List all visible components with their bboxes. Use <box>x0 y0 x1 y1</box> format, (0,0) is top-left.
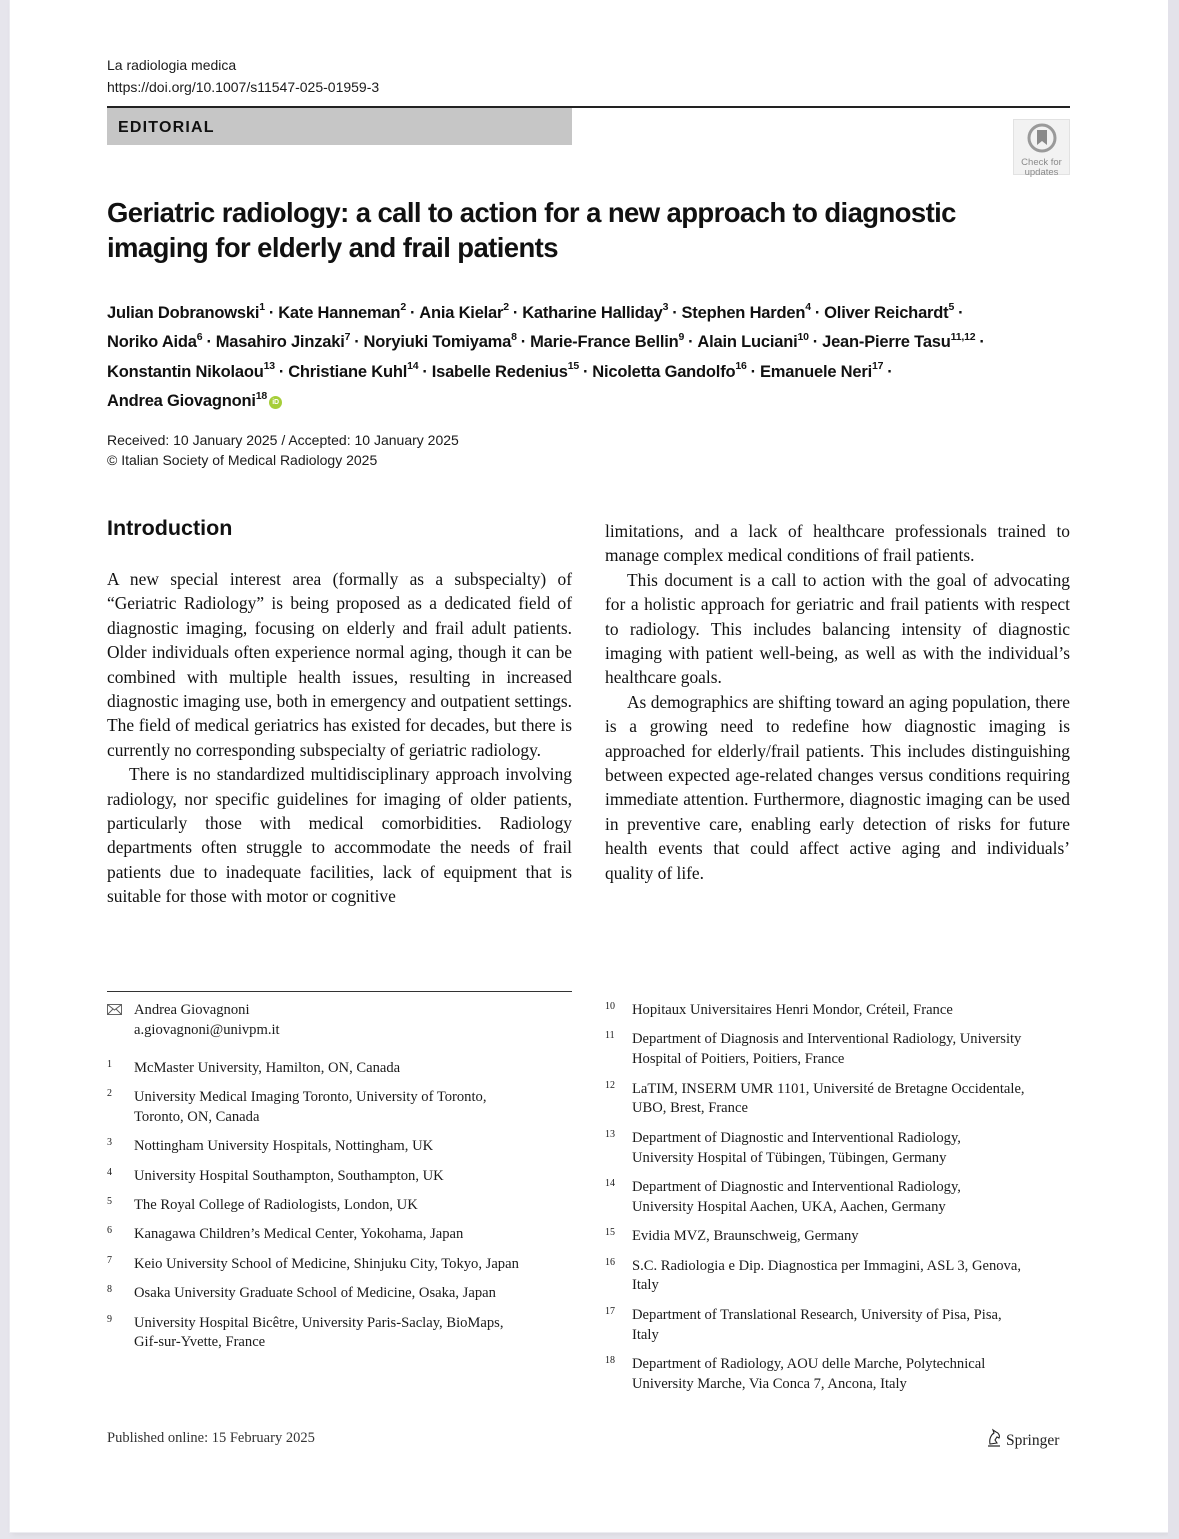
author-affiliation-number: 7 <box>344 330 351 343</box>
journal-name: La radiologia medica <box>107 57 237 73</box>
author-separator: · <box>409 303 416 322</box>
author-separator: · <box>268 303 275 322</box>
affiliation-text: Osaka University Graduate School of Medicine, Osaka, Japan <box>134 1285 496 1302</box>
author-separator: · <box>979 333 985 351</box>
author-name-text: Masahiro Jinzaki <box>215 333 345 351</box>
affiliation-item <box>605 1080 1025 1120</box>
author-name[interactable] <box>824 301 955 322</box>
article-title: Geriatric radiology: a call to action for a new approach to diagnostic imaging for elderly and frail patients <box>107 197 956 263</box>
affiliation-item <box>107 1167 527 1187</box>
author-separator: · <box>887 362 893 381</box>
affiliation-number: 1 <box>107 1058 112 1070</box>
corresponding-author-name: Andrea Giovagnoni <box>134 1002 250 1018</box>
affiliation-number: 17 <box>605 1305 615 1317</box>
author-affiliation-number: 15 <box>567 360 579 372</box>
author-name[interactable] <box>363 330 517 351</box>
body-column-left <box>107 567 572 909</box>
author-name-text: Noriko Aida <box>107 333 197 351</box>
affiliation-number: 8 <box>107 1284 112 1296</box>
affiliation-item <box>605 1129 1025 1169</box>
affiliation-item <box>107 1196 527 1216</box>
corresponding-author-email[interactable]: a.giovagnoni@univpm.it <box>134 1021 280 1038</box>
author-name[interactable] <box>107 301 265 322</box>
author-name[interactable] <box>107 389 268 410</box>
paragraph: A new special interest area (formally as a subspecialty) of “Geriatric Radiology” is being proposed as a dedicated field of diagnostic imaging, focusing on elderly and frail adult patients. Older individuals often experience normal aging, though it can be combined with multiple health issues, resulting in increased diagnostic imaging use, both in emergency and outpatient settings. The field of medical geriatrics has existed for decades, but there is currently no corresponding subspecialty of geriatric radiology. <box>107 569 572 760</box>
affiliation-item <box>107 1137 527 1157</box>
author-name-text: Nicoletta Gandolfo <box>592 362 736 381</box>
affiliation-text: University Hospital Southampton, Southampton, UK <box>134 1167 444 1184</box>
affiliation-text: Department of Radiology, AOU delle Marche, Polytechnical University Marche, Via Conca 7, Ancona, Italy <box>632 1355 986 1392</box>
affiliation-number: 7 <box>107 1254 112 1266</box>
article-type-banner: EDITORIAL <box>107 108 572 145</box>
author-separator: · <box>422 362 428 381</box>
affiliation-number: 9 <box>107 1313 112 1325</box>
copyright-line: © Italian Society of Medical Radiology 2025 <box>107 452 378 468</box>
affiliations-right <box>605 1001 1025 1404</box>
author-affiliation-number: 10 <box>797 330 809 343</box>
affiliation-number: 10 <box>605 1001 615 1012</box>
affiliation-text: Kanagawa Children’s Medical Center, Yokohama, Japan <box>134 1226 464 1243</box>
author-name[interactable] <box>431 360 579 381</box>
author-name[interactable] <box>278 301 406 322</box>
author-name[interactable] <box>759 360 884 381</box>
author-name[interactable] <box>419 301 509 322</box>
corresponding-author <box>107 1001 527 1041</box>
author-affiliation-number: 6 <box>196 330 203 343</box>
author-affiliation-number: 18 <box>255 389 268 402</box>
author-name[interactable] <box>522 301 669 322</box>
affiliation-item <box>605 1030 1025 1070</box>
author-affiliation-number: 8 <box>511 330 517 343</box>
affiliation-item <box>107 1225 527 1245</box>
affiliation-item <box>605 1227 1025 1247</box>
author-name[interactable] <box>681 301 811 322</box>
publisher-logo <box>986 1428 1059 1450</box>
affiliation-number: 15 <box>605 1227 615 1239</box>
author-name-text: Oliver Reichardt <box>824 303 949 322</box>
author-name-text: Stephen Harden <box>681 303 806 322</box>
author-separator: · <box>750 362 756 381</box>
affiliation-number: 12 <box>605 1079 615 1091</box>
affiliation-text: LaTIM, INSERM UMR 1101, Université de Bretagne Occidentale, UBO, Brest, France <box>632 1080 1025 1117</box>
affiliation-text: University Hospital Bicêtre, University Paris-Saclay, BioMaps, Gif-sur-Yvette, France <box>134 1314 504 1351</box>
author-name[interactable] <box>697 330 809 351</box>
affiliation-text: Keio University School of Medicine, Shinjuku City, Tokyo, Japan <box>134 1255 519 1272</box>
paragraph: This document is a call to action with the goal of advocating for a holistic approach for geriatric and frail patients with respect to radiology. This includes balancing intensity of diagnostic imaging with patient well-being, as well as with the individual’s healthcare goals. <box>605 569 1070 688</box>
author-separator: · <box>958 303 964 322</box>
author-separator: · <box>812 333 819 351</box>
author-name-text: Julian Dobranowski <box>107 303 260 322</box>
affiliation-text: McMaster University, Hamilton, ON, Canada <box>134 1059 401 1076</box>
affiliation-number: 4 <box>107 1166 112 1178</box>
article-dates <box>107 430 459 470</box>
affiliation-number: 3 <box>107 1137 112 1149</box>
affiliation-number: 5 <box>107 1195 112 1207</box>
paragraph: As demographics are shifting toward an aging population, there is a growing need to redefine how diagnostic imaging is approached for elderly/frail patients. This includes distinguishing between expected age-related changes versus conditions requiring immediate attention. Furthermore, diagnostic imaging can be used in preventive care, enabling early detection of risks for future health events that could affect active aging and individuals’ quality of life. <box>605 691 1070 883</box>
author-separator: · <box>354 333 360 351</box>
affiliation-text: Department of Diagnosis and Interventional Radiology, University Hospital of Poitiers, Poitiers, France <box>632 1031 1022 1068</box>
affiliation-text: Department of Diagnostic and Interventional Radiology, University Hospital Aachen, UKA, Aachen, Germany <box>632 1178 961 1215</box>
author-affiliation-number: 4 <box>805 301 811 313</box>
affiliations-left <box>107 1001 527 1363</box>
author-name[interactable] <box>288 360 419 381</box>
check-for-updates-line2: updates <box>1024 167 1059 178</box>
orcid-icon[interactable]: iD <box>269 396 282 409</box>
received-accepted-line: Received: 10 January 2025 / Accepted: 10 January 2025 <box>107 432 459 448</box>
affiliation-number: 2 <box>107 1087 112 1099</box>
affiliation-item <box>605 1355 1025 1395</box>
affiliation-item <box>107 1255 527 1275</box>
envelope-icon <box>107 1004 122 1015</box>
author-name-text: Alain Luciani <box>697 333 798 351</box>
author-affiliation-number: 16 <box>735 360 747 372</box>
affiliation-item <box>107 1284 527 1304</box>
affiliation-number: 11 <box>605 1030 615 1042</box>
author-name-text: Ania Kielar <box>419 303 504 322</box>
paragraph: There is no standardized multidisciplinary approach involving radiology, nor specific guidelines for imaging of older patients, particularly those with medical comorbidities. Radiology departments often struggle to accommodate the needs of frail patients due to inadequate facilities, lack of equipment that is suitable for those with motor or cognitive <box>107 764 572 907</box>
author-separator: · <box>583 362 589 381</box>
affiliation-text: Evidia MVZ, Braunschweig, Germany <box>632 1228 859 1245</box>
viewer-scrollbar-track[interactable] <box>1168 0 1179 1539</box>
section-heading-introduction: Introduction <box>107 516 233 540</box>
author-affiliation-number: 5 <box>948 301 955 313</box>
pdf-page <box>10 0 1168 1532</box>
author-affiliation-number: 11,12 <box>950 330 976 343</box>
author-affiliation-number: 3 <box>662 301 669 313</box>
author-name-text: Noryiuki Tomiyama <box>363 333 512 351</box>
affiliation-number: 13 <box>605 1128 615 1140</box>
published-online-date: Published online: 15 February 2025 <box>107 1430 315 1446</box>
affiliation-item <box>605 1178 1025 1218</box>
author-name-text: Isabelle Redenius <box>431 362 568 381</box>
author-name-text: Katharine Halliday <box>522 303 663 322</box>
affiliation-item <box>107 1314 527 1354</box>
author-name[interactable] <box>215 330 351 351</box>
author-affiliation-number: 9 <box>678 330 685 343</box>
affiliation-item <box>107 1088 527 1128</box>
affiliation-number: 16 <box>605 1256 615 1268</box>
affiliation-item <box>605 1306 1025 1346</box>
author-separator: · <box>512 303 519 322</box>
author-separator: · <box>688 333 694 351</box>
author-name-text: Christiane Kuhl <box>288 362 408 381</box>
author-separator: · <box>814 303 821 322</box>
affiliation-text: University Medical Imaging Toronto, University of Toronto, Toronto, ON, Canada <box>134 1088 487 1125</box>
author-affiliation-number: 2 <box>400 301 406 313</box>
author-separator: · <box>278 362 285 381</box>
author-name-text: Konstantin Nikolaou <box>107 362 264 381</box>
author-name-text: Emanuele Neri <box>759 362 872 381</box>
affiliation-number: 14 <box>605 1177 615 1189</box>
author-separator: · <box>206 333 212 351</box>
author-affiliation-number: 13 <box>263 360 275 372</box>
journal-header <box>107 54 379 98</box>
author-name-text: Marie-France Bellin <box>530 333 679 351</box>
affiliation-text: The Royal College of Radiologists, London, UK <box>134 1196 418 1213</box>
author-affiliation-number: 2 <box>503 301 509 313</box>
author-name[interactable] <box>530 330 685 351</box>
affiliation-text: Department of Diagnostic and Interventional Radiology, University Hospital of Tübingen, Tübingen, Germany <box>632 1129 961 1166</box>
author-name[interactable] <box>822 330 976 351</box>
author-name-text: Kate Hanneman <box>278 303 401 322</box>
affiliation-number: 6 <box>107 1225 112 1237</box>
affiliation-item <box>107 1059 527 1079</box>
publisher-name: Springer <box>1006 1432 1060 1449</box>
check-for-updates-button[interactable] <box>1013 119 1070 178</box>
affiliation-text: S.C. Radiologia e Dip. Diagnostica per Immagini, ASL 3, Genova, Italy <box>632 1257 1021 1294</box>
body-column-right <box>605 519 1070 885</box>
footnote-rule <box>107 991 572 992</box>
affiliation-item <box>605 1257 1025 1297</box>
paragraph: limitations, and a lack of healthcare professionals trained to manage complex medical conditions of frail patients. <box>605 521 1070 566</box>
springer-horse-icon <box>986 1428 1002 1448</box>
affiliation-text: Nottingham University Hospitals, Nottingham, UK <box>134 1138 434 1155</box>
crossmark-icon <box>1027 123 1057 153</box>
doi-link[interactable]: https://doi.org/10.1007/s11547-025-01959-3 <box>107 79 380 95</box>
author-list <box>107 296 1077 414</box>
author-affiliation-number: 14 <box>407 360 419 372</box>
author-affiliation-number: 1 <box>259 301 265 313</box>
author-name[interactable] <box>592 360 747 381</box>
author-name[interactable] <box>107 330 203 351</box>
affiliation-text: Hopitaux Universitaires Henri Mondor, Créteil, France <box>632 1002 953 1018</box>
check-for-updates-line1: Check for <box>1021 157 1062 168</box>
author-name[interactable] <box>107 360 275 381</box>
author-name-text: Andrea Giovagnoni <box>107 392 256 410</box>
author-separator: · <box>520 333 527 351</box>
author-separator: · <box>672 303 678 322</box>
affiliation-item <box>605 1001 1025 1021</box>
author-name-text: Jean-Pierre Tasu <box>822 333 951 351</box>
affiliation-number: 18 <box>605 1354 615 1366</box>
author-affiliation-number: 17 <box>871 360 884 372</box>
affiliation-text: Department of Translational Research, University of Pisa, Pisa, Italy <box>632 1306 1002 1343</box>
